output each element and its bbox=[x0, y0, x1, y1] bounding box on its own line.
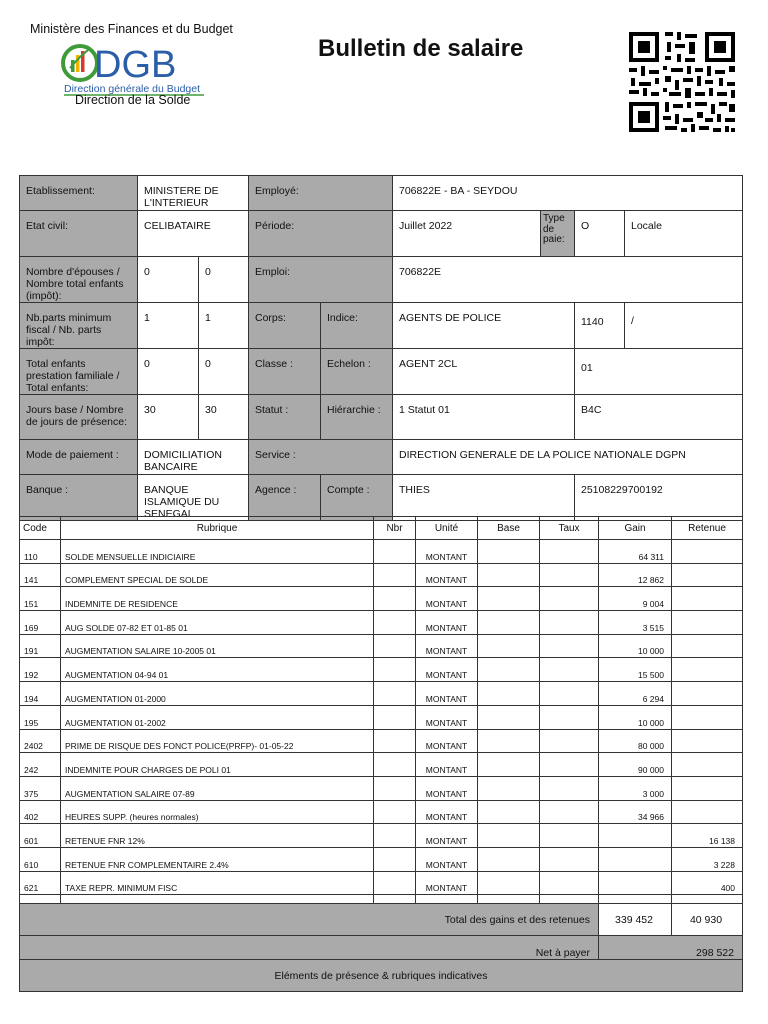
table-row bbox=[20, 658, 743, 682]
line-code: 192 bbox=[20, 658, 61, 682]
line-retenue bbox=[672, 658, 743, 682]
mode-paiement-label: Mode de paiement : bbox=[20, 440, 138, 475]
compte-label: Compte : bbox=[321, 475, 393, 521]
line-taux bbox=[540, 871, 599, 895]
col-unite: Unité bbox=[416, 517, 478, 540]
line-code: 242 bbox=[20, 753, 61, 777]
footer-note: Eléments de présence & rubriques indicatives bbox=[20, 960, 743, 992]
parts-min-value: 1 bbox=[138, 303, 199, 349]
corps-label: Corps: bbox=[249, 303, 321, 349]
line-retenue: 16 138 bbox=[672, 824, 743, 848]
emploi-value: 706822E bbox=[393, 257, 743, 303]
table-row bbox=[20, 871, 743, 895]
type-paie-value: O bbox=[575, 211, 625, 257]
line-taux bbox=[540, 540, 599, 564]
qr-code bbox=[629, 32, 735, 132]
line-rubrique: SOLDE MENSUELLE INDICIAIRE bbox=[61, 540, 374, 564]
line-rubrique: AUGMENTATION SALAIRE 10-2005 01 bbox=[61, 634, 374, 658]
pay-lines-table bbox=[19, 516, 743, 919]
total-retenues: 40 930 bbox=[672, 904, 743, 936]
epouses-label: Nombre d'épouses / Nombre total enfants (impôt): bbox=[20, 257, 138, 303]
enfants-total-value: 0 bbox=[199, 349, 249, 395]
line-rubrique: TAXE REPR. MINIMUM FISC bbox=[61, 871, 374, 895]
line-base bbox=[478, 540, 540, 564]
line-nbr bbox=[374, 587, 416, 611]
line-gain bbox=[599, 847, 672, 871]
line-taux bbox=[540, 729, 599, 753]
line-retenue bbox=[672, 611, 743, 635]
line-base bbox=[478, 847, 540, 871]
statut-label: Statut : bbox=[249, 395, 321, 440]
table-row bbox=[20, 587, 743, 611]
type-paie-label: Type de paie: bbox=[541, 211, 575, 257]
total-gains: 339 452 bbox=[599, 904, 672, 936]
line-rubrique: COMPLEMENT SPECIAL DE SOLDE bbox=[61, 563, 374, 587]
line-unite: MONTANT bbox=[416, 658, 478, 682]
line-code: 2402 bbox=[20, 729, 61, 753]
line-nbr bbox=[374, 540, 416, 564]
corps-value: AGENTS DE POLICE bbox=[393, 303, 575, 349]
banque-label: Banque : bbox=[20, 475, 138, 521]
line-base bbox=[478, 658, 540, 682]
line-code: 195 bbox=[20, 705, 61, 729]
periode-value: Juillet 2022 bbox=[393, 211, 541, 257]
line-base bbox=[478, 634, 540, 658]
line-taux bbox=[540, 824, 599, 848]
table-row bbox=[20, 682, 743, 706]
line-gain: 15 500 bbox=[599, 658, 672, 682]
enfants-impot-value: 0 bbox=[199, 257, 249, 303]
table-row bbox=[20, 540, 743, 564]
line-gain: 34 966 bbox=[599, 800, 672, 824]
line-base bbox=[478, 800, 540, 824]
banque-value: BANQUE ISLAMIQUE DU SENEGAL bbox=[138, 475, 249, 521]
line-taux bbox=[540, 563, 599, 587]
etat-civil-value: CELIBATAIRE bbox=[138, 211, 249, 257]
line-rubrique: RETENUE FNR 12% bbox=[61, 824, 374, 848]
line-unite: MONTANT bbox=[416, 705, 478, 729]
line-base bbox=[478, 611, 540, 635]
ministry-name: Ministère des Finances et du Budget bbox=[30, 22, 233, 36]
line-nbr bbox=[374, 871, 416, 895]
line-taux bbox=[540, 682, 599, 706]
division-name: Direction de la Solde bbox=[75, 93, 191, 107]
table-row bbox=[20, 776, 743, 800]
line-retenue bbox=[672, 540, 743, 564]
line-retenue bbox=[672, 682, 743, 706]
line-nbr bbox=[374, 776, 416, 800]
line-gain: 64 311 bbox=[599, 540, 672, 564]
table-row bbox=[20, 729, 743, 753]
hierarchie-value: B4C bbox=[575, 395, 743, 440]
line-gain: 12 862 bbox=[599, 563, 672, 587]
line-nbr bbox=[374, 611, 416, 635]
line-code: 601 bbox=[20, 824, 61, 848]
line-rubrique: HEURES SUPP. (heures normales) bbox=[61, 800, 374, 824]
logo-subtitle: Direction générale du Budget bbox=[64, 83, 201, 95]
line-taux bbox=[540, 634, 599, 658]
net-value: 298 522 bbox=[599, 936, 743, 960]
line-code: 151 bbox=[20, 587, 61, 611]
table-row bbox=[20, 705, 743, 729]
line-gain: 80 000 bbox=[599, 729, 672, 753]
col-nbr: Nbr bbox=[374, 517, 416, 540]
line-taux bbox=[540, 776, 599, 800]
line-base bbox=[478, 871, 540, 895]
line-unite: MONTANT bbox=[416, 871, 478, 895]
table-row bbox=[20, 753, 743, 777]
line-base bbox=[478, 563, 540, 587]
line-nbr bbox=[374, 634, 416, 658]
etablissement-label: Etablissement: bbox=[20, 176, 138, 211]
employe-label: Employé: bbox=[249, 176, 393, 211]
line-base bbox=[478, 682, 540, 706]
net-label: Net à payer bbox=[20, 936, 599, 960]
col-code: Code bbox=[20, 517, 61, 540]
line-gain: 10 000 bbox=[599, 634, 672, 658]
table-row bbox=[20, 563, 743, 587]
employee-info-table bbox=[19, 175, 743, 521]
line-rubrique: INDEMNITE POUR CHARGES DE POLI 01 bbox=[61, 753, 374, 777]
echelon-label: Echelon : bbox=[321, 349, 393, 395]
line-unite: MONTANT bbox=[416, 729, 478, 753]
line-rubrique: INDEMNITE DE RESIDENCE bbox=[61, 587, 374, 611]
line-code: 610 bbox=[20, 847, 61, 871]
line-rubrique: AUGMENTATION 04-94 01 bbox=[61, 658, 374, 682]
line-nbr bbox=[374, 682, 416, 706]
line-retenue bbox=[672, 753, 743, 777]
line-taux bbox=[540, 753, 599, 777]
line-taux bbox=[540, 705, 599, 729]
etablissement-value: MINISTERE DE L'INTERIEUR bbox=[138, 176, 249, 211]
dgb-logo bbox=[58, 40, 208, 96]
line-unite: MONTANT bbox=[416, 753, 478, 777]
type-paie-locale: Locale bbox=[625, 211, 743, 257]
col-gain: Gain bbox=[599, 517, 672, 540]
line-nbr bbox=[374, 800, 416, 824]
parts-label: Nb.parts minimum fiscal / Nb. parts impôt: bbox=[20, 303, 138, 349]
line-base bbox=[478, 587, 540, 611]
line-base bbox=[478, 824, 540, 848]
indice-label: Indice: bbox=[321, 303, 393, 349]
line-code: 191 bbox=[20, 634, 61, 658]
total-label: Total des gains et des retenues bbox=[20, 904, 599, 936]
line-gain: 6 294 bbox=[599, 682, 672, 706]
line-unite: MONTANT bbox=[416, 824, 478, 848]
statut-value: 1 Statut 01 bbox=[393, 395, 575, 440]
line-gain: 3 515 bbox=[599, 611, 672, 635]
line-retenue bbox=[672, 800, 743, 824]
line-gain: 90 000 bbox=[599, 753, 672, 777]
col-rubrique: Rubrique bbox=[61, 517, 374, 540]
compte-value: 25108229700192 bbox=[575, 475, 743, 521]
table-row bbox=[20, 847, 743, 871]
line-code: 110 bbox=[20, 540, 61, 564]
line-nbr bbox=[374, 753, 416, 777]
line-nbr bbox=[374, 658, 416, 682]
line-nbr bbox=[374, 563, 416, 587]
line-taux bbox=[540, 587, 599, 611]
line-code: 169 bbox=[20, 611, 61, 635]
enfants-pf-value: 0 bbox=[138, 349, 199, 395]
line-rubrique: AUGMENTATION SALAIRE 07-89 bbox=[61, 776, 374, 800]
page-title: Bulletin de salaire bbox=[318, 35, 524, 62]
emploi-label: Emploi: bbox=[249, 257, 393, 303]
line-unite: MONTANT bbox=[416, 611, 478, 635]
line-base bbox=[478, 729, 540, 753]
line-taux bbox=[540, 847, 599, 871]
line-gain bbox=[599, 824, 672, 848]
mode-paiement-value: DOMICILIATION BANCAIRE bbox=[138, 440, 249, 475]
totals-table bbox=[19, 903, 743, 992]
classe-value: AGENT 2CL bbox=[393, 349, 575, 395]
classe-label: Classe : bbox=[249, 349, 321, 395]
line-nbr bbox=[374, 824, 416, 848]
line-unite: MONTANT bbox=[416, 776, 478, 800]
parts-impot-value: 1 bbox=[199, 303, 249, 349]
table-row bbox=[20, 611, 743, 635]
table-row bbox=[20, 634, 743, 658]
line-rubrique: RETENUE FNR COMPLEMENTAIRE 2.4% bbox=[61, 847, 374, 871]
employe-value: 706822E - BA - SEYDOU bbox=[393, 176, 743, 211]
col-retenue: Retenue bbox=[672, 517, 743, 540]
col-base: Base bbox=[478, 517, 540, 540]
line-code: 194 bbox=[20, 682, 61, 706]
echelon-value: 01 bbox=[575, 349, 743, 395]
agence-label: Agence : bbox=[249, 475, 321, 521]
line-taux bbox=[540, 800, 599, 824]
line-taux bbox=[540, 611, 599, 635]
line-unite: MONTANT bbox=[416, 800, 478, 824]
line-unite: MONTANT bbox=[416, 563, 478, 587]
line-base bbox=[478, 705, 540, 729]
svg-text:DGB: DGB bbox=[94, 44, 177, 86]
line-unite: MONTANT bbox=[416, 634, 478, 658]
etat-civil-label: Etat civil: bbox=[20, 211, 138, 257]
line-base bbox=[478, 776, 540, 800]
line-retenue: 3 228 bbox=[672, 847, 743, 871]
line-unite: MONTANT bbox=[416, 587, 478, 611]
line-code: 621 bbox=[20, 871, 61, 895]
col-taux: Taux bbox=[540, 517, 599, 540]
epouses-value: 0 bbox=[138, 257, 199, 303]
service-value: DIRECTION GENERALE DE LA POLICE NATIONALE DGPN bbox=[393, 440, 743, 475]
line-gain bbox=[599, 871, 672, 895]
table-row bbox=[20, 800, 743, 824]
line-code: 375 bbox=[20, 776, 61, 800]
indice-value: 1140 bbox=[575, 303, 625, 349]
enfants-label: Total enfants prestation familiale / Total enfants: bbox=[20, 349, 138, 395]
line-gain: 3 000 bbox=[599, 776, 672, 800]
line-rubrique: AUG SOLDE 07-82 ET 01-85 01 bbox=[61, 611, 374, 635]
line-rubrique: AUGMENTATION 01-2000 bbox=[61, 682, 374, 706]
line-retenue bbox=[672, 729, 743, 753]
line-nbr bbox=[374, 847, 416, 871]
service-label: Service : bbox=[249, 440, 393, 475]
line-base bbox=[478, 753, 540, 777]
line-nbr bbox=[374, 729, 416, 753]
line-retenue bbox=[672, 587, 743, 611]
line-retenue bbox=[672, 776, 743, 800]
periode-label: Période: bbox=[249, 211, 393, 257]
jours-base-value: 30 bbox=[138, 395, 199, 440]
indice-separator: / bbox=[625, 303, 743, 349]
line-retenue: 400 bbox=[672, 871, 743, 895]
line-rubrique: AUGMENTATION 01-2002 bbox=[61, 705, 374, 729]
line-gain: 9 004 bbox=[599, 587, 672, 611]
line-code: 141 bbox=[20, 563, 61, 587]
line-taux bbox=[540, 658, 599, 682]
agence-value: THIES bbox=[393, 475, 575, 521]
line-retenue bbox=[672, 563, 743, 587]
table-row bbox=[20, 824, 743, 848]
line-unite: MONTANT bbox=[416, 540, 478, 564]
line-unite: MONTANT bbox=[416, 847, 478, 871]
line-nbr bbox=[374, 705, 416, 729]
jours-presence-value: 30 bbox=[199, 395, 249, 440]
hierarchie-label: Hiérarchie : bbox=[321, 395, 393, 440]
jours-label: Jours base / Nombre de jours de présence: bbox=[20, 395, 138, 440]
line-unite: MONTANT bbox=[416, 682, 478, 706]
line-code: 402 bbox=[20, 800, 61, 824]
line-rubrique: PRIME DE RISQUE DES FONCT POLICE(PRFP)- 01-05-22 bbox=[61, 729, 374, 753]
line-retenue bbox=[672, 705, 743, 729]
line-retenue bbox=[672, 634, 743, 658]
line-gain: 10 000 bbox=[599, 705, 672, 729]
